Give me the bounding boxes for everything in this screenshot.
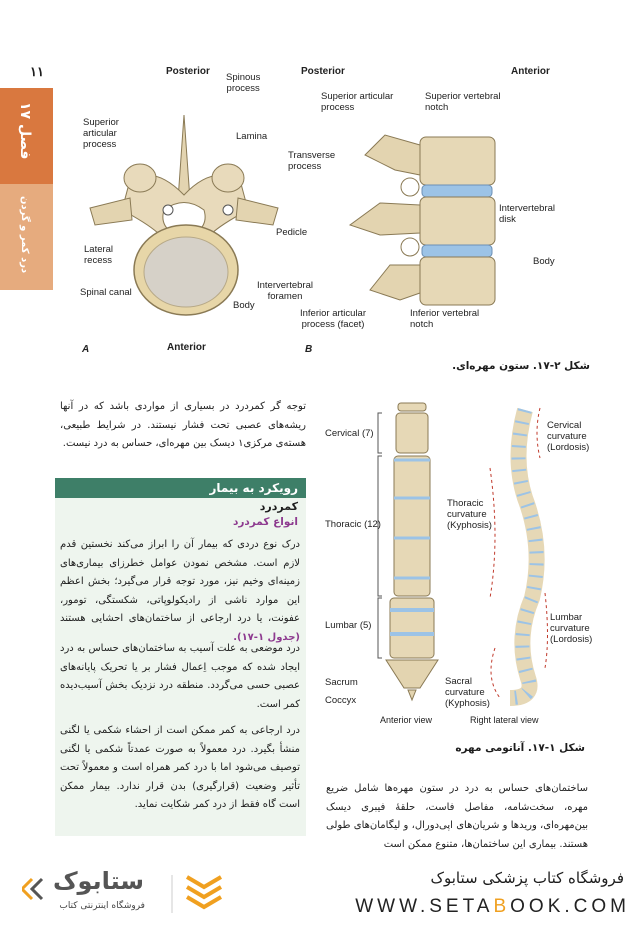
- fig-a-letter: A: [82, 344, 90, 355]
- label-right-lateral-view: Right lateral view: [470, 715, 539, 725]
- chapter-title: درد کمر و گردن: [19, 196, 30, 274]
- anterior-spine: [386, 403, 438, 700]
- chapter-tab: [0, 88, 53, 184]
- figure-caption-vertebral-column: شکل ۲-۱۷. ستون مهره‌ای.: [452, 360, 590, 372]
- label-anterior-view: Anterior view: [380, 715, 433, 725]
- fig-a-anterior: Anterior: [167, 342, 206, 353]
- label-thoracic-curvature: Thoracic curvature (Kyphosis): [447, 498, 492, 531]
- label-lateral-recess: Lateral recess: [84, 244, 114, 266]
- box-section-title: انواع کمردرد: [232, 516, 298, 528]
- store-url-accent: B: [493, 896, 511, 917]
- label-thoracic: Thoracic (12): [325, 519, 381, 530]
- label-spinous-process: Spinous process: [226, 72, 261, 94]
- box-paragraph-3: درد ارجاعی به کمر ممکن است از احشاء شکمی یا لگنی منشأ بگیرد. درد معمولاً به صورت عمدتاً شکمی یا لگنی توصیف می‌شود اما با درد کمر همراه است و معمولاً تحت تأثیر وضعیت (قرارگیری) بدن قرار ندارد. بیمار ممکن است گاه فقط از درد کمر شکایت نماید.: [60, 725, 300, 810]
- label-coccyx: Coccyx: [325, 695, 357, 706]
- box-subheading: کمردرد: [259, 500, 298, 513]
- box-paragraph-1: [60, 536, 300, 647]
- fig-a-posterior: Posterior: [166, 66, 210, 77]
- store-url-part-2: OOK.COM: [510, 896, 630, 917]
- label-lumbar-curvature: Lumbar curvature (Lordosis): [550, 612, 593, 645]
- box-paragraph-1-text: درک نوع دردی که بیمار آن را ابراز می‌کند نخستین قدم لازم است. مشخص نمودن عوامل خطرزای بیماری‌های زمینه‌ای وخیم نیز، مورد توجه قرار می‌گیرد؛ بخش اعظم این موارد ناشی از رادیکولوپاتی، شکستگی، تومور، عفونت، یا درد ارجاعی از ساختمان‌های احشایی هستند: [60, 539, 300, 624]
- box-heading-text: رویکرد به بیمار: [209, 481, 298, 495]
- paragraph-intro: توجه گر کمردرد در بسیاری از مواردی باشد که در آنها ریشه‌های عصبی تحت فشار نیستند. در شرایط طبیعی، هسته‌ی مرکزی۱ دیسک بین مهره‌ای، حساس به درد نیست.: [60, 401, 306, 449]
- label-superior-vertebral-notch: Superior vertebral notch: [425, 91, 501, 113]
- store-url[interactable]: [355, 896, 630, 918]
- fig-b-posterior: Posterior: [301, 66, 345, 77]
- label-superior-articular-b: Superior articular process: [321, 91, 394, 113]
- label-cervical-curvature: Cervical curvature (Lordosis): [547, 420, 590, 453]
- label-body-a: Body: [233, 300, 255, 311]
- label-intervertebral-disk: Intervertebral disk: [499, 203, 555, 225]
- figure-caption-vertebra-anatomy: شکل ۱-۱۷. آناتومی مهره: [455, 742, 585, 754]
- label-sacrum: Sacrum: [325, 677, 358, 688]
- store-name: فروشگاه کتاب پزشکی ستابوک: [430, 869, 624, 887]
- label-superior-articular-a: Superior articular process: [83, 117, 119, 150]
- label-pedicle: Pedicle: [276, 227, 308, 238]
- label-transverse-process: Transverse process: [288, 150, 336, 172]
- label-lamina: Lamina: [236, 131, 268, 142]
- page-number: ۱۱: [30, 64, 44, 79]
- label-inferior-vertebral-notch: Inferior vertebral notch: [410, 308, 480, 330]
- label-lumbar: Lumbar (5): [325, 620, 372, 631]
- label-inferior-articular: Inferior articular process (facet): [300, 308, 366, 330]
- box-paragraph-2: درد موضعی به علت آسیب به ساختمان‌های حساس به درد ایجاد شده که موجب اِعمال فشار بر یا تحریک پایانه‌های عصبی حسی می‌گردد. منطقه درد نزدیک بخش آسیب‌دیده کمر است.: [60, 643, 300, 710]
- paragraph-pain-sensitive-structures: ساختمان‌های حساس به درد در ستون مهره‌ها شامل ضریع مهره، سخت‌شامه، مفاصل فاست، حلقهٔ فیبری دیسک بین‌مهره‌ای، وریدها و شریان‌های اپی‌دورال، و لیگامان‌های طولی هستند. بیماری این ساختمان‌ها، متنوع ممکن است: [326, 783, 588, 850]
- vertebra-lateral-illustration: [340, 115, 510, 315]
- lateral-spine: [510, 410, 537, 698]
- label-sacral-curvature: Sacral curvature (Kyphosis): [445, 676, 490, 709]
- fig-b-letter: B: [305, 344, 313, 355]
- box-heading: [55, 478, 306, 498]
- label-body-b: Body: [533, 256, 555, 267]
- chapter-title-tab: [0, 184, 53, 290]
- label-spinal-canal: Spinal canal: [80, 287, 132, 298]
- label-intervertebral-foramen: Intervertebral foramen: [257, 280, 313, 302]
- logo-subtitle: فروشگاه اینترنتی کتاب: [59, 901, 145, 911]
- store-url-part-1: WWW.SETA: [355, 896, 494, 917]
- logo-wordmark: ستابوک: [52, 867, 144, 895]
- fig-b-anterior: Anterior: [511, 66, 550, 77]
- label-cervical: Cervical (7): [325, 428, 374, 439]
- chapter-label: فصل ۱۷: [17, 102, 33, 160]
- table-reference: (جدول ۱-۱۷).: [233, 631, 300, 643]
